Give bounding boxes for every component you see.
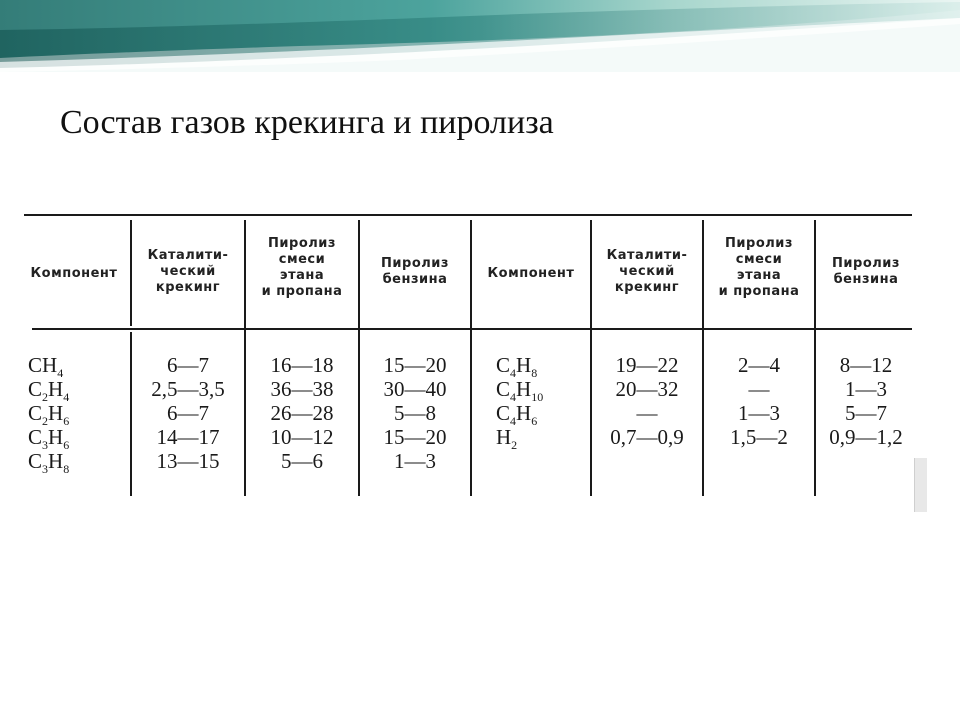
table-top-rule (24, 214, 912, 216)
value-catalytic: 0,7—0,9 (610, 425, 684, 449)
header-component: Компонент (30, 266, 118, 281)
component-formula: $CH_4$ (28, 353, 64, 381)
value-gasoline: 8—12 (839, 353, 893, 377)
value-catalytic: 6—7 (167, 401, 209, 425)
value-ethane-propane: 10—12 (270, 425, 334, 449)
value-catalytic: 13—15 (156, 449, 220, 473)
value-catalytic: 14—17 (156, 425, 220, 449)
value-ethane-propane: 26—28 (270, 401, 334, 425)
value-gasoline: 15—20 (383, 353, 447, 377)
value-gasoline: 1—3 (845, 377, 887, 401)
value-ethane-propane: 36—38 (270, 377, 334, 401)
header-ethane-propane-pyrolysis: Пиролиз смеси этана и пропана (261, 236, 343, 299)
value-ethane-propane: 1—3 (738, 401, 780, 425)
component-formula: $C_4H_6$ (496, 401, 538, 429)
value-catalytic: 2,5—3,5 (151, 377, 225, 401)
value-gasoline: 15—20 (383, 425, 447, 449)
header-ethane-propane-pyrolysis: Пиролиз смеси этана и пропана (718, 236, 800, 299)
value-catalytic: — (636, 401, 658, 425)
header-catalytic-cracking: Каталити- ческий крекинг (147, 248, 229, 295)
value-ethane-propane: 16—18 (270, 353, 334, 377)
component-formula: $H_2$ (496, 425, 518, 453)
value-catalytic: 20—32 (615, 377, 679, 401)
component-formula: $C_3H_8$ (28, 449, 70, 477)
gas-composition-table (18, 208, 918, 508)
header-catalytic-cracking: Каталити- ческий крекинг (606, 248, 688, 295)
column-divider (470, 220, 472, 496)
component-formula: $C_4H_8$ (496, 353, 538, 381)
value-catalytic: 19—22 (615, 353, 679, 377)
header-gasoline-pyrolysis: Пиролиз бензина (832, 256, 900, 287)
value-gasoline: 30—40 (383, 377, 447, 401)
component-formula: $C_2H_6$ (28, 401, 70, 429)
value-catalytic: 6—7 (167, 353, 209, 377)
header-component: Компонент (487, 266, 575, 281)
component-formula: $C_2H_4$ (28, 377, 70, 405)
header-gasoline-pyrolysis: Пиролиз бензина (381, 256, 449, 287)
value-ethane-propane: 2—4 (738, 353, 780, 377)
scrollbar-fragment[interactable] (914, 458, 927, 512)
value-gasoline: 5—7 (845, 401, 887, 425)
component-formula: $C_3H_6$ (28, 425, 70, 453)
header-swoosh-banner (0, 0, 960, 72)
value-ethane-propane: 1,5—2 (730, 425, 788, 449)
value-ethane-propane: — (748, 377, 770, 401)
value-gasoline: 0,9—1,2 (829, 425, 903, 449)
value-gasoline: 5—8 (394, 401, 436, 425)
value-ethane-propane: 5—6 (281, 449, 323, 473)
slide-title: Состав газов крекинга и пиролиза (60, 104, 554, 141)
component-formula: $C_4H_{10}$ (496, 377, 544, 405)
table-header-rule (32, 328, 912, 330)
value-gasoline: 1—3 (394, 449, 436, 473)
